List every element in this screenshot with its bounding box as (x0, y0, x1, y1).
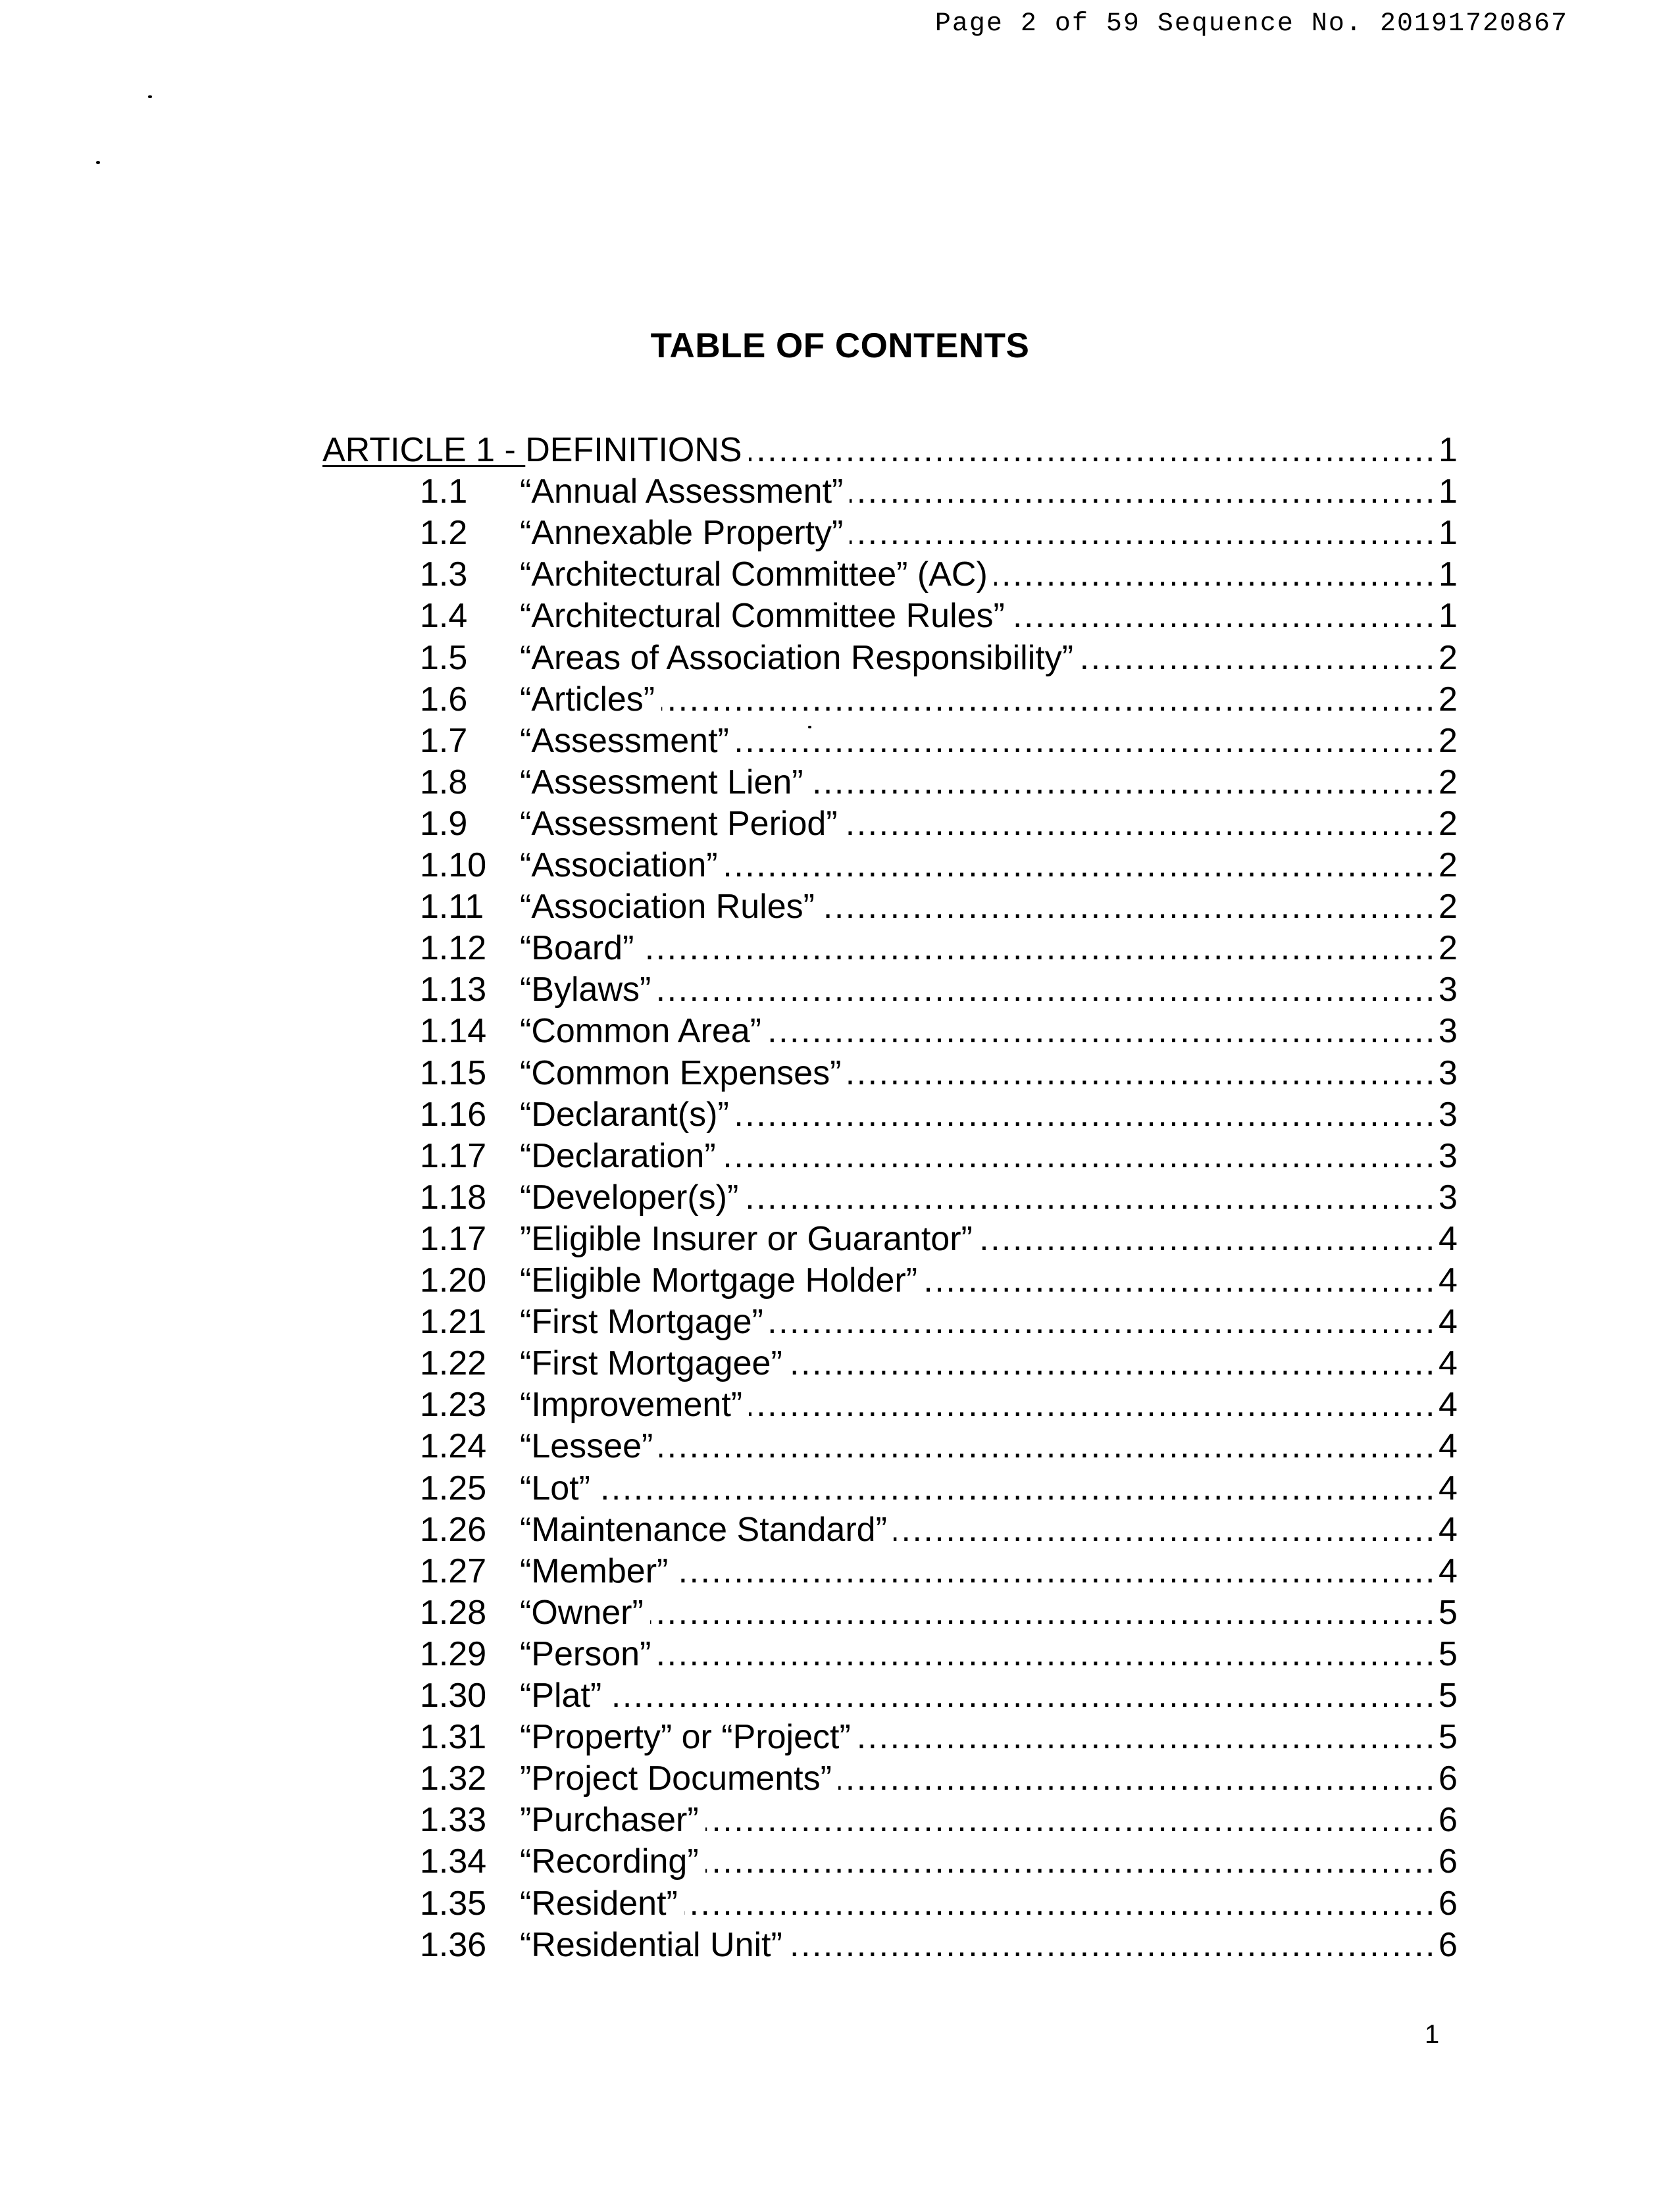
toc-entry-row[interactable] (0, 761, 1680, 803)
section-number: 1.35 (420, 1884, 487, 1923)
toc-entry-row[interactable] (0, 720, 1680, 762)
section-title: ”Project Documents” (520, 1757, 838, 1800)
section-number: 1.1 (420, 472, 468, 511)
toc-entry-row[interactable] (0, 886, 1680, 928)
toc-entry-row[interactable] (0, 1799, 1680, 1841)
section-number: 1.23 (420, 1386, 487, 1424)
section-page-number: 2 (1438, 927, 1469, 969)
toc-entry-row[interactable] (0, 1840, 1680, 1882)
section-title: “Lessee” (520, 1425, 659, 1467)
section-title: “Resident” (520, 1882, 684, 1925)
toc-entry-row[interactable] (0, 512, 1680, 554)
section-title: “Declarant(s)” (520, 1094, 736, 1136)
section-number: 1.21 (420, 1303, 487, 1341)
section-page-number: 4 (1438, 1384, 1469, 1426)
section-number: 1.29 (420, 1635, 487, 1673)
toc-entry-row[interactable] (0, 1675, 1680, 1717)
section-title: “Common Area” (520, 1010, 768, 1052)
section-number: 1.3 (420, 555, 468, 593)
toc-entry-row[interactable] (0, 1010, 1680, 1052)
section-number: 1.17 (420, 1220, 487, 1258)
page-sequence-stamp: Page 2 of 59 Sequence No. 20191720867 (934, 9, 1568, 39)
section-page-number: 4 (1438, 1467, 1469, 1509)
section-page-number: 5 (1438, 1716, 1469, 1758)
section-title: “Common Expenses” (520, 1052, 848, 1094)
section-title: “First Mortgagee” (520, 1342, 789, 1384)
section-number: 1.13 (420, 971, 487, 1009)
section-title: “Board” (520, 927, 640, 969)
section-page-number: 2 (1438, 886, 1469, 928)
section-page-number: 4 (1438, 1425, 1469, 1467)
section-title: “Annual Assessment” (520, 470, 850, 513)
section-number: 1.28 (420, 1594, 487, 1632)
section-page-number: 2 (1438, 678, 1469, 720)
section-title: “Architectural Committee Rules” (520, 595, 1011, 637)
toc-entry-row[interactable] (0, 678, 1680, 720)
section-page-number: 3 (1438, 1094, 1469, 1136)
toc-entry-row[interactable] (0, 595, 1680, 637)
dot-leader (520, 1467, 1437, 1509)
section-title: “Owner” (520, 1592, 650, 1634)
toc-entry-row[interactable] (0, 1176, 1680, 1219)
toc-entry-row[interactable] (0, 1094, 1680, 1136)
section-title: “Architectural Committee” (AC) (520, 553, 994, 595)
toc-entry-row[interactable] (0, 969, 1680, 1011)
section-page-number: 6 (1438, 1924, 1469, 1966)
section-title: “Association” (520, 844, 725, 886)
toc-entry-row[interactable] (0, 1882, 1680, 1925)
toc-entry-row[interactable] (0, 1342, 1680, 1384)
toc-entry-row[interactable] (0, 1218, 1680, 1260)
dot-leader (520, 927, 1437, 969)
section-number: 1.5 (420, 639, 468, 677)
section-title: “Articles” (520, 678, 661, 720)
section-number: 1.7 (420, 722, 468, 760)
article-heading (322, 429, 749, 471)
scan-speck (96, 161, 100, 164)
section-title: “Bylaws” (520, 969, 657, 1011)
section-number: 1.15 (420, 1054, 487, 1092)
section-number: 1.36 (420, 1926, 487, 1964)
section-page-number: 2 (1438, 844, 1469, 886)
section-number: 1.12 (420, 929, 487, 967)
section-title: “Property” or “Project” (520, 1716, 857, 1758)
article-title: DEFINITIONS (525, 431, 742, 469)
section-page-number: 4 (1438, 1218, 1469, 1260)
toc-entry-row[interactable] (0, 1052, 1680, 1094)
section-title: “Assessment” (520, 720, 736, 762)
section-title: “Recording” (520, 1840, 705, 1882)
section-number: 1.33 (420, 1801, 487, 1839)
section-title: “Developer(s)” (520, 1176, 745, 1219)
toc-entry-row[interactable] (0, 553, 1680, 595)
toc-entry-row[interactable] (0, 1384, 1680, 1426)
section-number: 1.9 (420, 805, 468, 843)
toc-entry-row[interactable] (0, 637, 1680, 679)
dot-leader (520, 1675, 1437, 1717)
toc-entry-row[interactable] (0, 1509, 1680, 1551)
section-page-number: 1 (1438, 595, 1469, 637)
section-page-number: 2 (1438, 720, 1469, 762)
section-title: “Lot” (520, 1467, 597, 1509)
section-number: 1.17 (420, 1137, 487, 1175)
section-number: 1.20 (420, 1261, 487, 1300)
toc-entry-row[interactable] (0, 1592, 1680, 1634)
section-number: 1.2 (420, 514, 468, 552)
section-page-number: 4 (1438, 1550, 1469, 1592)
toc-entry-row[interactable] (0, 803, 1680, 845)
toc-entry-row[interactable] (0, 1135, 1680, 1177)
toc-entry-row[interactable] (0, 844, 1680, 886)
toc-entry-row[interactable] (0, 1716, 1680, 1758)
section-page-number: 4 (1438, 1259, 1469, 1301)
section-title: “Maintenance Standard” (520, 1509, 894, 1551)
section-number: 1.24 (420, 1427, 487, 1465)
section-page-number: 3 (1438, 1176, 1469, 1219)
section-page-number: 4 (1438, 1342, 1469, 1384)
section-page-number: 3 (1438, 1052, 1469, 1094)
section-page-number: 3 (1438, 969, 1469, 1011)
section-title: “Association Rules” (520, 886, 821, 928)
section-title: “Member” (520, 1550, 675, 1592)
section-number: 1.30 (420, 1677, 487, 1715)
toc-entry-row[interactable] (0, 1467, 1680, 1509)
section-number: 1.18 (420, 1178, 487, 1217)
section-number: 1.32 (420, 1759, 487, 1798)
section-page-number: 6 (1438, 1882, 1469, 1925)
section-number: 1.22 (420, 1344, 487, 1382)
section-number: 1.10 (420, 846, 487, 884)
toc-entry-row[interactable] (0, 1924, 1680, 1966)
dot-leader (520, 1592, 1437, 1634)
section-number: 1.16 (420, 1096, 487, 1134)
section-page-number: 3 (1438, 1135, 1469, 1177)
section-number: 1.27 (420, 1552, 487, 1590)
section-title: “Improvement” (520, 1384, 749, 1426)
section-page-number: 5 (1438, 1633, 1469, 1675)
section-number: 1.4 (420, 597, 468, 635)
section-number: 1.11 (420, 888, 484, 926)
section-title: “Assessment Period” (520, 803, 844, 845)
toc-article-row[interactable] (0, 429, 1680, 471)
toc-entry-row[interactable] (0, 1757, 1680, 1800)
section-title: “Person” (520, 1633, 657, 1675)
article-number: ARTICLE 1 - (322, 431, 526, 469)
section-page-number: 4 (1438, 1509, 1469, 1551)
section-page-number: 2 (1438, 761, 1469, 803)
section-title: ”Eligible Insurer or Guarantor” (520, 1218, 979, 1260)
section-page-number: 5 (1438, 1592, 1469, 1634)
section-title: “Areas of Association Responsibility” (520, 637, 1080, 679)
section-page-number: 6 (1438, 1757, 1469, 1800)
section-number: 1.31 (420, 1718, 487, 1756)
toc-entry-row[interactable] (0, 1301, 1680, 1343)
section-page-number: 2 (1438, 803, 1469, 845)
section-number: 1.26 (420, 1511, 487, 1549)
section-page-number: 4 (1438, 1301, 1469, 1343)
toc-entry-row[interactable] (0, 927, 1680, 969)
section-page-number: 5 (1438, 1675, 1469, 1717)
section-title: ”Purchaser” (520, 1799, 705, 1841)
scan-speck (148, 95, 152, 98)
toc-entry-row[interactable] (0, 1633, 1680, 1675)
section-page-number: 3 (1438, 1010, 1469, 1052)
section-page-number: 2 (1438, 637, 1469, 679)
section-page-number: 1 (1438, 553, 1469, 595)
section-title: “First Mortgage” (520, 1301, 770, 1343)
section-page-number: 1 (1438, 470, 1469, 513)
section-title: “Eligible Mortgage Holder” (520, 1259, 924, 1301)
article-page-number: 1 (1438, 429, 1469, 471)
section-number: 1.8 (420, 763, 468, 801)
section-number: 1.14 (420, 1012, 487, 1050)
section-page-number: 1 (1438, 512, 1469, 554)
toc-entry-row[interactable] (0, 1259, 1680, 1301)
toc-entry-row[interactable] (0, 1425, 1680, 1467)
toc-entry-row[interactable] (0, 470, 1680, 513)
section-title: “Assessment Lien” (520, 761, 810, 803)
section-number: 1.34 (420, 1842, 487, 1881)
toc-entry-row[interactable] (0, 1550, 1680, 1592)
section-title: “Annexable Property” (520, 512, 850, 554)
section-number: 1.6 (420, 680, 468, 719)
section-number: 1.25 (420, 1469, 487, 1507)
page-title: TABLE OF CONTENTS (650, 326, 1030, 365)
section-page-number: 6 (1438, 1799, 1469, 1841)
section-title: “Plat” (520, 1675, 608, 1717)
section-title: “Residential Unit” (520, 1924, 789, 1966)
section-title: “Declaration” (520, 1135, 723, 1177)
section-page-number: 6 (1438, 1840, 1469, 1882)
page-footer-number: 1 (1425, 2020, 1440, 2049)
